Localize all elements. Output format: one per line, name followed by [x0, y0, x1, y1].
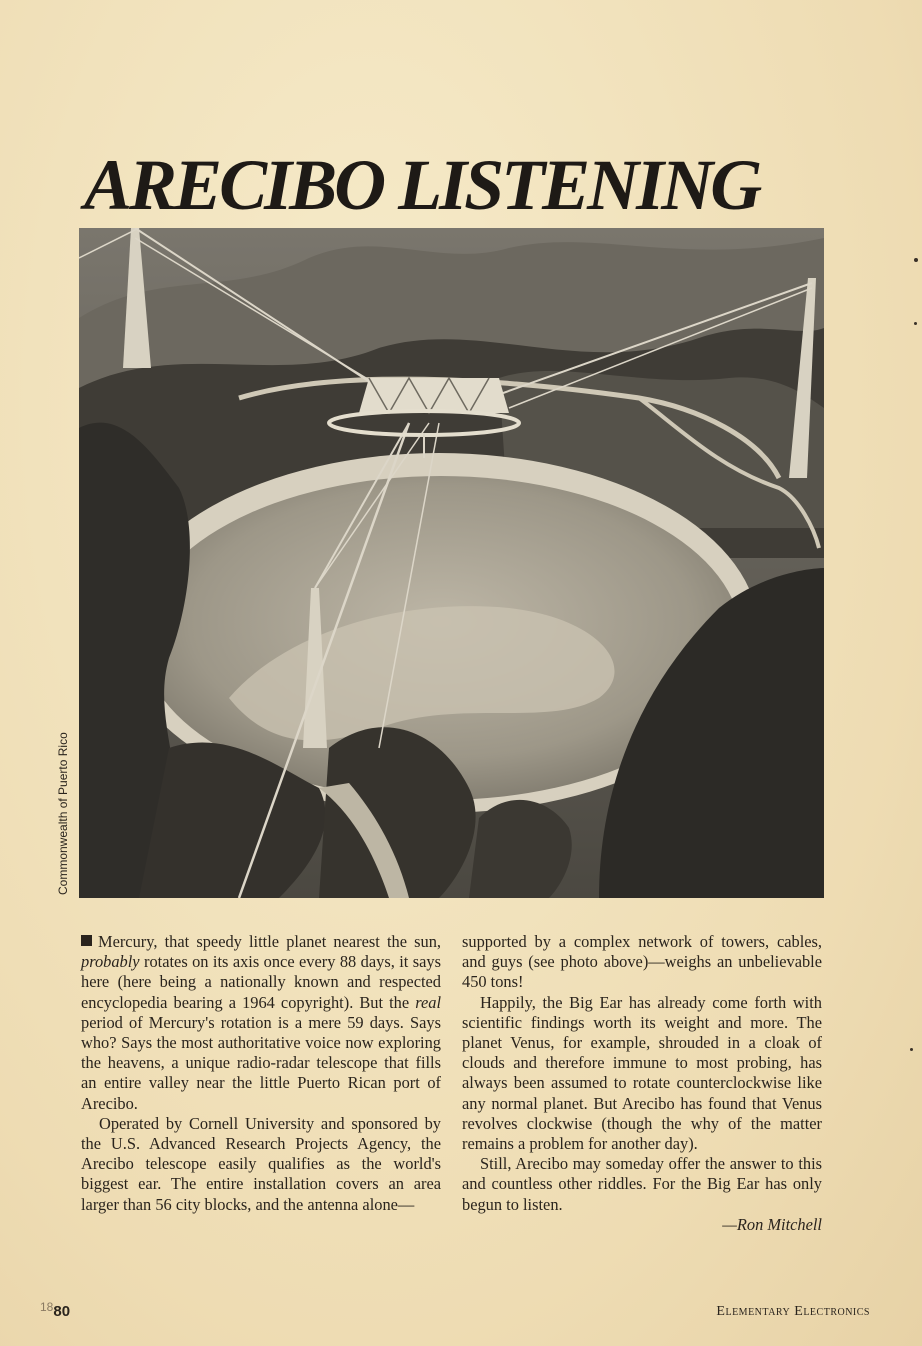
- p1-part-0: Mercury, that speedy little planet nearest the sun,: [98, 932, 441, 951]
- p1-emphasis-real: real: [415, 992, 441, 1012]
- p4-part-0: Happily, the Big Ear has already come forth with scientific findings worth its weight and more. The planet Venus, for example, shrouded in a cloak of clouds and therefore immune to most probing, has always been assumed to rotate counterclockwise like any normal planet. But Arecibo has found that Venus revolves clockwise (though the why of the matter remains a problem for another day).: [462, 992, 822, 1154]
- paragraph-3: [462, 932, 822, 993]
- arecibo-telescope-photo: [79, 228, 824, 898]
- publication-name: Elementary Electronics: [716, 1304, 870, 1319]
- photo-illustration: [79, 228, 824, 898]
- p1-part-2: rotates on its axis once every 88 days, it says here (here being a nationally known and respected encyclopedia bearing a 1964 copyright). But the: [81, 952, 441, 1012]
- paragraph-2: [81, 1114, 441, 1215]
- article-column-left: [81, 932, 441, 1215]
- print-speck: [914, 258, 918, 262]
- photo-credit: Commonwealth of Puerto Rico: [56, 732, 70, 895]
- byline: —Ron Mitchell: [722, 1214, 822, 1234]
- p3-part-0: supported by a complex network of towers, cables, and guys (see photo above)—weighs an unbelievable 450 tons!: [462, 932, 822, 992]
- page-number-value: 80: [53, 1303, 71, 1320]
- page-number: [40, 1300, 70, 1320]
- print-speck: [914, 322, 917, 325]
- paragraph-5: [462, 1154, 822, 1215]
- faint-page-number: 18: [40, 1300, 54, 1314]
- p2-part-0: Operated by Cornell University and sponsored by the U.S. Advanced Research Projects Agency, the Arecibo telescope easily qualifies as the world's biggest ear. The entire installation covers an area larger than 56 city blocks, and the antenna alone—: [81, 1113, 441, 1214]
- p1-emphasis-probably: probably: [81, 952, 140, 972]
- print-speck: [910, 1048, 913, 1051]
- p1-part-4: period of Mercury's rotation is a mere 59 days. Says who? Says the most authoritative voice now exploring the heavens, a unique radio-radar telescope that fills an entire valley near the little Puerto Rican port of Arecibo.: [81, 1012, 441, 1113]
- p5-part-0: Still, Arecibo may someday offer the answer to this and countless other riddles. For the Big Ear has only begun to listen.: [462, 1154, 822, 1214]
- paragraph-4: [462, 993, 822, 1155]
- paragraph-1: [81, 932, 441, 1114]
- article-title: ARECIBO LISTENING: [84, 145, 760, 225]
- bullet-icon: [81, 935, 92, 946]
- article-column-right: [462, 932, 822, 1235]
